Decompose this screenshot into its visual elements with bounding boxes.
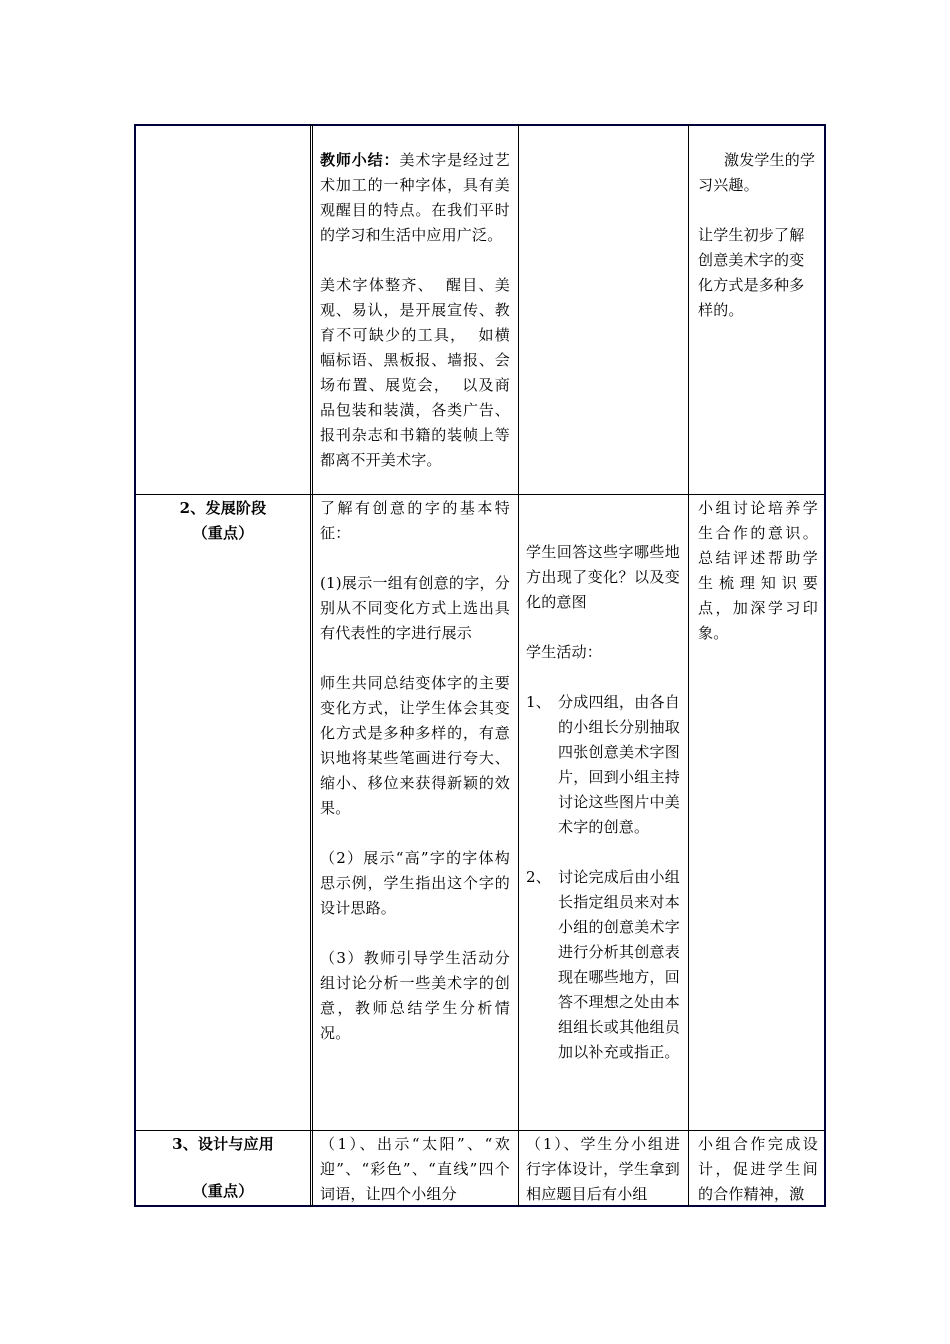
purpose-paragraph: 让学生初步了解创意美术字的变化方式是多种多样的。 — [698, 226, 805, 319]
teacher-paragraph: （2）展示“高”字的字体构思示例，学生指出这个字的设计思路。 — [320, 849, 510, 917]
column-divider — [312, 124, 313, 1207]
purpose-paragraph: 小组讨论培养学生合作的意识。总结评述帮助学生梳理知识要点，加深学习印象。 — [698, 499, 818, 642]
purpose-paragraph: 小组合作完成设计，促进学生间的合作精神，激 — [698, 1135, 818, 1203]
column-divider — [310, 124, 311, 1207]
purpose-paragraph: 激发学生的学习兴趣。 — [698, 151, 816, 194]
row3-purpose-cell — [698, 1132, 818, 1207]
table-right-border — [824, 124, 826, 1207]
student-activity-item — [526, 865, 680, 1065]
teacher-paragraph: (1)展示一组有创意的字，分别从不同变化方式上选出具有代表性的字进行展示 — [320, 574, 510, 642]
teacher-paragraph: 师生共同总结变体字的主要变化方式，让学生体会其变化方式是多种多样的，有意识地将某些笔画进行夸大、缩小、移位来获得新颖的效果。 — [320, 674, 510, 817]
row2-purpose-cell — [698, 496, 818, 646]
table-top-border — [134, 124, 826, 126]
teacher-paragraph: 美术字体整齐、 醒目、美观、易认，是开展宣传、教育不可缺少的工具， 如横幅标语、黑板报、墙报、会场布置、展览会， 以及商品包装和装潢，各类广告、报刊杂志和书籍的装帧上等都离不开美术字。 — [320, 276, 510, 469]
table-left-border — [134, 124, 136, 1207]
row3-student-cell — [526, 1132, 680, 1207]
column-divider — [518, 124, 519, 1207]
column-divider — [688, 124, 689, 1207]
row1-teacher-cell — [320, 148, 510, 473]
student-paragraph: （1）、学生分小组进行字体设计，学生拿到相应题目后有小组 — [526, 1135, 680, 1203]
student-paragraph: 学生活动： — [526, 643, 603, 661]
row3-teacher-cell — [320, 1132, 510, 1207]
student-activity-item — [526, 690, 680, 840]
row-divider — [134, 1130, 826, 1131]
row2-stage-cell — [140, 496, 306, 546]
item-number: 2、 — [526, 868, 551, 886]
row3-stage-cell — [140, 1132, 306, 1204]
teacher-paragraph: （3）教师引导学生活动分组讨论分析一些美术字的创意，教师总结学生分析情况。 — [320, 949, 510, 1042]
stage-note: （重点） — [192, 1182, 254, 1200]
item-text: 分成四组，由各自的小组长分别抽取四张创意美术字图片，回到小组主持讨论这些图片中美术字的创意。 — [558, 693, 680, 836]
stage-title: 3、设计与应用 — [172, 1135, 274, 1153]
stage-title: 2、发展阶段 — [179, 499, 267, 517]
item-text: 讨论完成后由小组长指定组员来对本小组的创意美术字进行分析其创意表现在哪些地方，回答不理想之处由本组组长或其他组员加以补充或指正。 — [558, 868, 680, 1061]
teacher-summary-text: 美术字是经过艺术加工的一种字体，具有美观醒目的特点。在我们平时的学习和生活中应用广泛。 — [320, 151, 510, 244]
teacher-summary-label: 教师小结： — [320, 151, 400, 169]
row1-purpose-cell — [698, 148, 818, 323]
row2-student-cell — [526, 540, 680, 1065]
item-number: 1、 — [526, 693, 551, 711]
teacher-paragraph: （1）、出示“太阳”、“欢迎”、“彩色”、“直线”四个词语，让四个小组分 — [320, 1135, 510, 1203]
student-paragraph: 学生回答这些字哪些地方出现了变化？以及变化的意图 — [526, 543, 680, 611]
teacher-paragraph: 了解有创意的字的基本特征： — [320, 499, 510, 542]
lesson-plan-table — [134, 124, 826, 1207]
stage-note: （重点） — [192, 524, 254, 542]
teacher-summary — [320, 148, 510, 248]
row-divider — [134, 494, 826, 495]
row2-teacher-cell — [320, 496, 510, 1046]
